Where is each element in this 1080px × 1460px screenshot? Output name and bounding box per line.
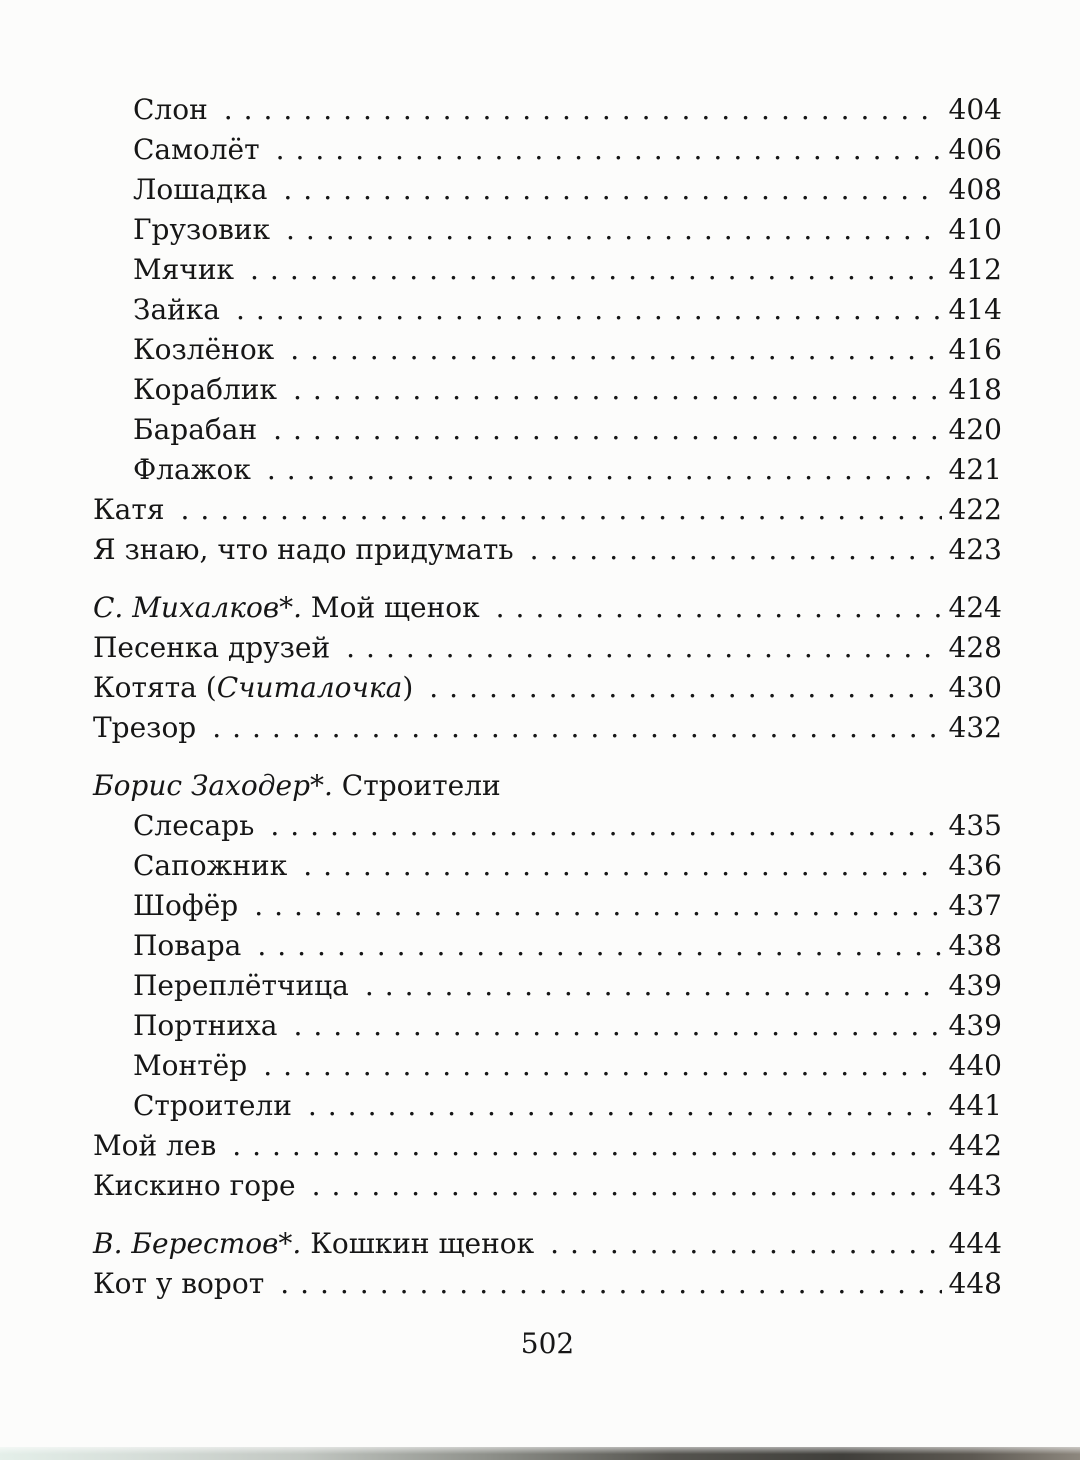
toc-title-text: Кискино горе bbox=[93, 1169, 296, 1202]
toc-entry-title bbox=[133, 966, 349, 1006]
toc-title-text: Строители bbox=[133, 1089, 292, 1122]
toc-title-text: Кораблик bbox=[133, 373, 277, 406]
dot-leader bbox=[267, 450, 942, 490]
toc-title-text: Строители bbox=[332, 769, 501, 802]
toc-entry-title bbox=[93, 1264, 264, 1304]
toc-entry-page-number: 439 bbox=[948, 1009, 1002, 1042]
toc-entry-page-number: 416 bbox=[948, 333, 1002, 366]
toc-title-text: ) bbox=[402, 671, 414, 704]
toc-entry-title bbox=[133, 846, 287, 886]
toc-entry bbox=[93, 250, 1002, 290]
dot-leader bbox=[254, 886, 942, 926]
toc-entry bbox=[93, 90, 1002, 130]
toc-entry-title bbox=[93, 530, 514, 570]
toc-author-name: Считалочка bbox=[216, 671, 403, 704]
toc-entry bbox=[93, 530, 1002, 570]
toc-entry-title bbox=[93, 628, 330, 668]
dot-leader bbox=[212, 708, 942, 748]
dot-leader bbox=[293, 370, 942, 410]
toc-entry-title bbox=[133, 210, 270, 250]
toc-entry-title bbox=[133, 90, 208, 130]
toc-title-text: Катя bbox=[93, 493, 165, 526]
toc-entry-page-number: 423 bbox=[948, 533, 1002, 566]
dot-leader bbox=[257, 926, 942, 966]
toc-title-text: Я знаю, что надо придумать bbox=[93, 533, 514, 566]
dot-leader bbox=[250, 250, 942, 290]
toc-entry-title bbox=[133, 450, 251, 490]
dot-leader bbox=[283, 170, 942, 210]
toc-entry-title bbox=[93, 1166, 296, 1206]
toc-entry-title bbox=[93, 1224, 534, 1264]
toc-title-text: Котята ( bbox=[93, 671, 217, 704]
toc-title-text: Сапожник bbox=[133, 849, 288, 882]
toc-entry bbox=[93, 766, 1002, 806]
toc-entry-page-number: 412 bbox=[948, 253, 1002, 286]
toc-title-text: Шофёр bbox=[133, 889, 239, 922]
toc-entry bbox=[93, 926, 1002, 966]
toc-entry-page-number: 404 bbox=[948, 93, 1002, 126]
toc-entry-title bbox=[133, 1086, 292, 1126]
toc-entry-page-number: 406 bbox=[948, 133, 1002, 166]
toc-title-text: Козлёнок bbox=[133, 333, 275, 366]
toc-title-text: Мячик bbox=[133, 253, 235, 286]
toc-title-text: Повара bbox=[133, 929, 242, 962]
dot-leader bbox=[224, 90, 942, 130]
toc-author-name: В. Берестов*. bbox=[93, 1227, 302, 1260]
toc-entry-page-number: 436 bbox=[948, 849, 1002, 882]
toc-entry bbox=[93, 370, 1002, 410]
toc-entry bbox=[93, 1264, 1002, 1304]
dot-leader bbox=[273, 410, 942, 450]
dot-leader bbox=[263, 1046, 942, 1086]
dot-leader bbox=[181, 490, 942, 530]
dot-leader bbox=[346, 628, 942, 668]
toc-entry-title bbox=[133, 806, 254, 846]
toc-entry-page-number: 444 bbox=[948, 1227, 1002, 1260]
toc-author-name: Борис Заходер*. bbox=[93, 769, 333, 802]
toc-entry bbox=[93, 1224, 1002, 1264]
toc-entry-title bbox=[93, 708, 196, 748]
toc-entry bbox=[93, 846, 1002, 886]
toc-entry-page-number: 420 bbox=[948, 413, 1002, 446]
toc-entry bbox=[93, 668, 1002, 708]
toc-entry bbox=[93, 708, 1002, 748]
toc-entry-page-number: 439 bbox=[948, 969, 1002, 1002]
toc-entry-page-number: 424 bbox=[948, 591, 1002, 624]
toc-entry-page-number: 422 bbox=[948, 493, 1002, 526]
toc-title-text: Трезор bbox=[93, 711, 197, 744]
toc-entry bbox=[93, 628, 1002, 668]
toc-title-text: Слон bbox=[133, 93, 208, 126]
toc-entry-title bbox=[93, 1126, 216, 1166]
toc-title-text: Слесарь bbox=[133, 809, 255, 842]
toc-title-text: Флажок bbox=[133, 453, 251, 486]
toc-title-text: Портниха bbox=[133, 1009, 278, 1042]
toc-entry bbox=[93, 966, 1002, 1006]
toc-title-text: Мой лев bbox=[93, 1129, 217, 1162]
toc-title-text: Барабан bbox=[133, 413, 258, 446]
toc-entry-page-number: 437 bbox=[948, 889, 1002, 922]
toc-entry bbox=[93, 806, 1002, 846]
toc-title-text: Лошадка bbox=[133, 173, 268, 206]
toc-entry-page-number: 441 bbox=[948, 1089, 1002, 1122]
toc-entry-title bbox=[133, 886, 238, 926]
dot-leader bbox=[276, 130, 942, 170]
toc-entry-page-number: 408 bbox=[948, 173, 1002, 206]
toc-title-text: Кошкин щенок bbox=[301, 1227, 535, 1260]
toc-entry bbox=[93, 410, 1002, 450]
dot-leader bbox=[232, 1126, 942, 1166]
toc-entry bbox=[93, 1126, 1002, 1166]
toc-title-text: Грузовик bbox=[133, 213, 270, 246]
toc-title-text: Зайка bbox=[133, 293, 220, 326]
toc-entry-page-number: 440 bbox=[948, 1049, 1002, 1082]
toc-entry-page-number: 435 bbox=[948, 809, 1002, 842]
toc-entry bbox=[93, 886, 1002, 926]
toc-entry-page-number: 410 bbox=[948, 213, 1002, 246]
toc-entry-title bbox=[133, 250, 234, 290]
toc-entry bbox=[93, 330, 1002, 370]
toc-entry-title bbox=[133, 330, 274, 370]
toc-entry-title bbox=[133, 1046, 247, 1086]
dot-leader bbox=[429, 668, 942, 708]
toc-entry bbox=[93, 130, 1002, 170]
toc-author-name: С. Михалков*. bbox=[93, 591, 303, 624]
toc-entry-page-number: 448 bbox=[948, 1267, 1002, 1300]
toc-title-text: Самолёт bbox=[133, 133, 260, 166]
toc-entry-page-number: 414 bbox=[948, 293, 1002, 326]
toc-entry-title bbox=[133, 170, 267, 210]
dot-leader bbox=[290, 330, 942, 370]
toc-entry-page-number: 438 bbox=[948, 929, 1002, 962]
toc-title-text: Переплётчица bbox=[133, 969, 349, 1002]
toc-entry-page-number: 432 bbox=[948, 711, 1002, 744]
toc-entry bbox=[93, 290, 1002, 330]
toc-entry-title bbox=[93, 588, 480, 628]
dot-leader bbox=[365, 966, 942, 1006]
table-of-contents bbox=[93, 90, 1002, 1304]
toc-entry-title bbox=[93, 668, 413, 708]
dot-leader bbox=[280, 1264, 942, 1304]
toc-entry-title bbox=[133, 130, 260, 170]
scan-edge-artifact bbox=[0, 1447, 1080, 1460]
toc-entry-page-number: 442 bbox=[948, 1129, 1002, 1162]
dot-leader bbox=[308, 1086, 942, 1126]
dot-leader bbox=[286, 210, 942, 250]
dot-leader bbox=[530, 530, 942, 570]
folio-page-number: 502 bbox=[520, 1327, 575, 1360]
dot-leader bbox=[312, 1166, 942, 1206]
dot-leader bbox=[270, 806, 942, 846]
toc-entry bbox=[93, 490, 1002, 530]
dot-leader bbox=[236, 290, 942, 330]
dot-leader bbox=[496, 588, 942, 628]
toc-entry-page-number: 421 bbox=[948, 453, 1002, 486]
toc-entry-page-number: 428 bbox=[948, 631, 1002, 664]
toc-entry-page-number: 430 bbox=[948, 671, 1002, 704]
toc-entry-title bbox=[133, 410, 257, 450]
toc-entry-page-number: 418 bbox=[948, 373, 1002, 406]
toc-title-text: Кот у ворот bbox=[93, 1267, 265, 1300]
toc-entry bbox=[93, 1086, 1002, 1126]
toc-entry bbox=[93, 1166, 1002, 1206]
toc-entry bbox=[93, 1006, 1002, 1046]
toc-entry-page-number: 443 bbox=[948, 1169, 1002, 1202]
toc-entry bbox=[93, 450, 1002, 490]
dot-leader bbox=[294, 1006, 943, 1046]
toc-title-text: Монтёр bbox=[133, 1049, 248, 1082]
toc-title-text: Песенка друзей bbox=[93, 631, 331, 664]
toc-entry-title bbox=[93, 490, 165, 530]
toc-title-text: Мой щенок bbox=[302, 591, 480, 624]
toc-entry-title bbox=[133, 370, 277, 410]
toc-entry bbox=[93, 1046, 1002, 1086]
dot-leader bbox=[550, 1224, 942, 1264]
toc-entry bbox=[93, 170, 1002, 210]
toc-entry-title bbox=[133, 290, 220, 330]
toc-entry-title bbox=[93, 766, 501, 806]
toc-entry bbox=[93, 210, 1002, 250]
toc-entry-title bbox=[133, 926, 241, 966]
dot-leader bbox=[303, 846, 942, 886]
toc-entry bbox=[93, 588, 1002, 628]
toc-entry-title bbox=[133, 1006, 278, 1046]
